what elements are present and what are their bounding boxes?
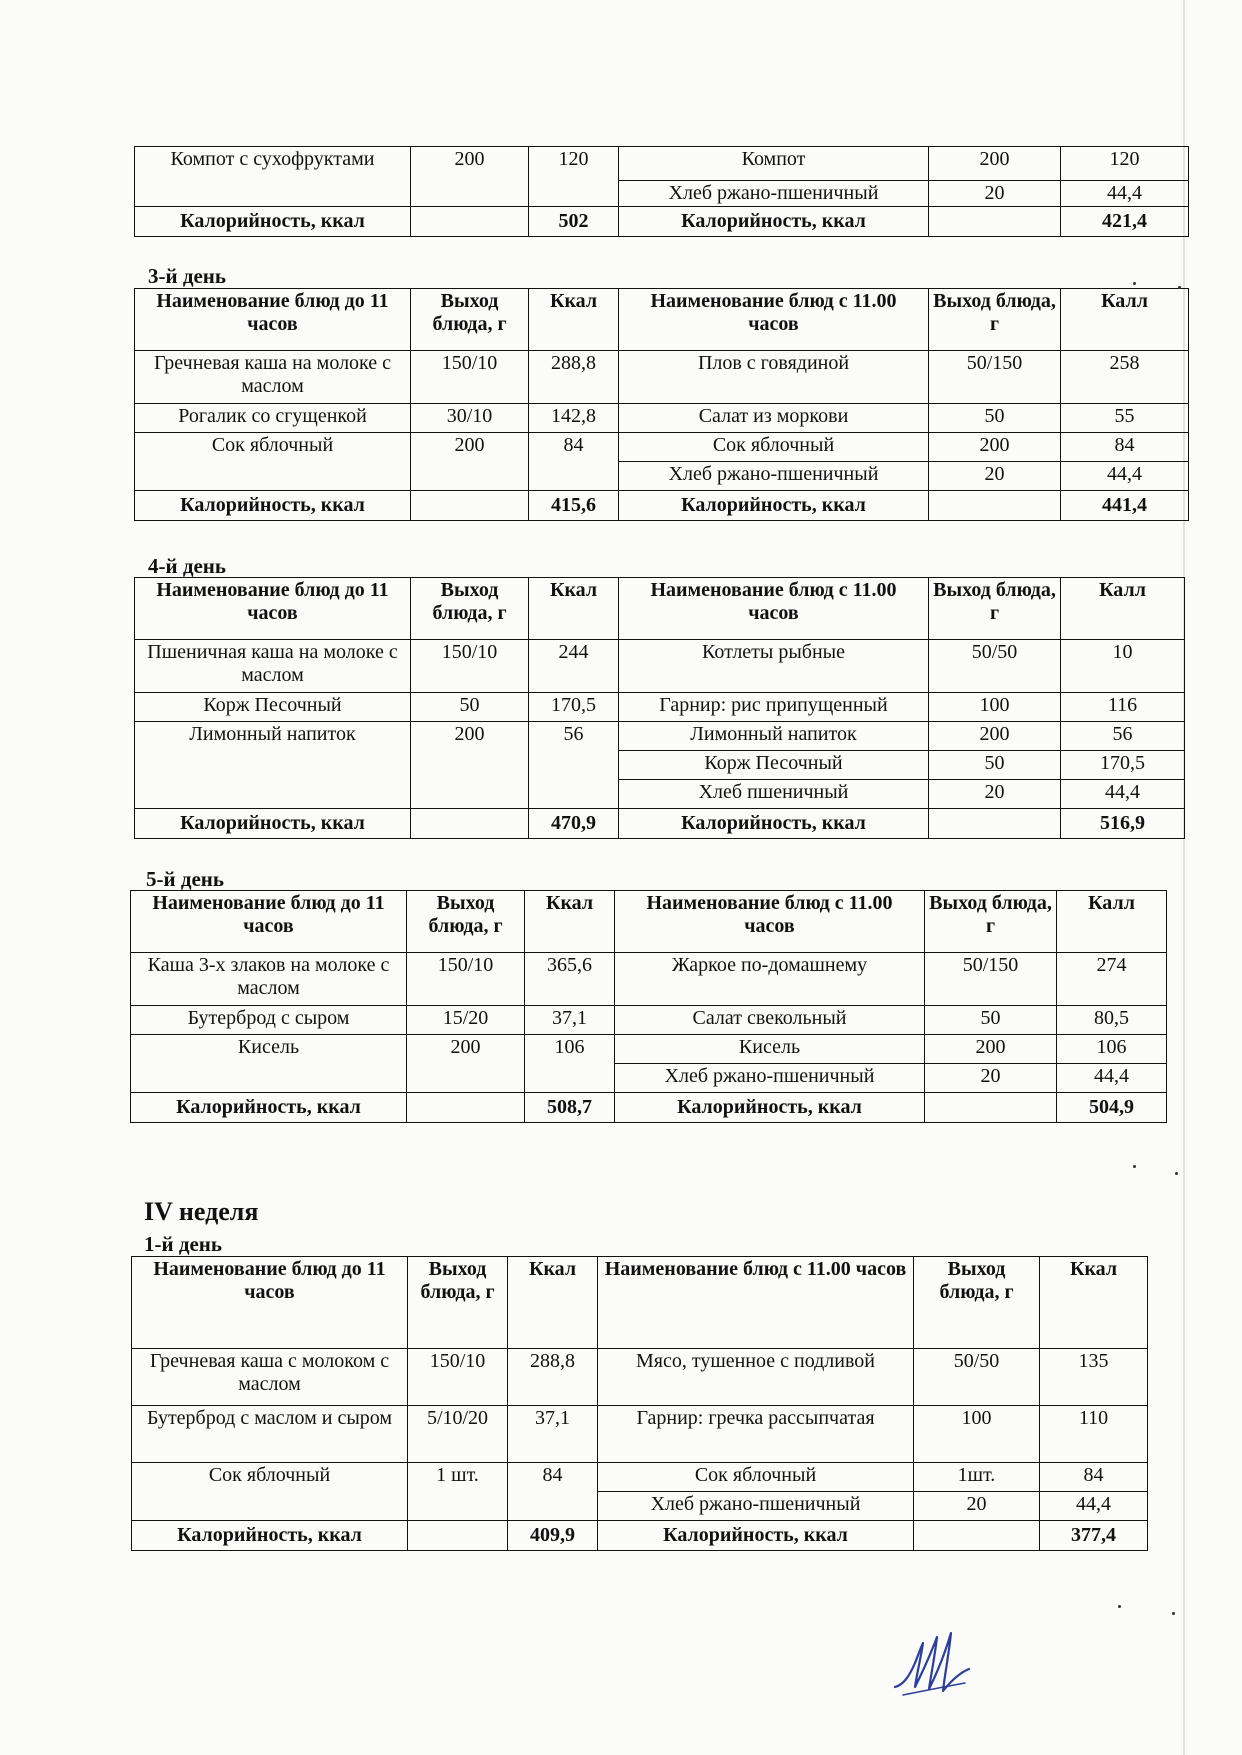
dish-cell: Компот с сухофруктами bbox=[135, 147, 411, 207]
dish-cell: Хлеб ржано-пшеничный bbox=[598, 1492, 914, 1521]
total-label: Калорийность, ккал bbox=[135, 207, 411, 237]
table-row bbox=[135, 640, 1185, 693]
table-row bbox=[131, 1035, 1167, 1064]
day-title: 3-й день bbox=[148, 264, 226, 288]
portion-cell: 200 bbox=[411, 147, 529, 207]
header-row bbox=[131, 891, 1167, 953]
dish-cell: Корж Песочный bbox=[135, 693, 411, 722]
portion-cell: 20 bbox=[925, 1064, 1057, 1093]
kcal-cell: 142,8 bbox=[529, 404, 619, 433]
kcal-cell: 44,4 bbox=[1061, 780, 1185, 809]
total-empty bbox=[407, 1093, 525, 1123]
total-label: Калорийность, ккал bbox=[615, 1093, 925, 1123]
header-row bbox=[132, 1257, 1148, 1349]
total-value: 441,4 bbox=[1061, 491, 1189, 521]
kcal-cell: 37,1 bbox=[508, 1406, 598, 1463]
total-label: Калорийность, ккал bbox=[619, 491, 929, 521]
portion-cell: 20 bbox=[929, 462, 1061, 491]
table-row bbox=[135, 351, 1189, 404]
dish-cell: Сок яблочный bbox=[135, 433, 411, 491]
total-row bbox=[131, 1093, 1167, 1123]
total-value: 502 bbox=[529, 207, 619, 237]
dish-cell: Корж Песочный bbox=[619, 751, 929, 780]
dish-cell: Гречневая каша на молоке с маслом bbox=[135, 351, 411, 404]
dish-cell: Кисель bbox=[131, 1035, 407, 1093]
kcal-cell: 56 bbox=[529, 722, 619, 809]
scan-speck bbox=[1178, 286, 1181, 289]
menu-table-day5 bbox=[130, 890, 1167, 1123]
portion-cell: 50 bbox=[929, 404, 1061, 433]
table-row bbox=[132, 1463, 1148, 1492]
week-title: IV неделя bbox=[144, 1197, 259, 1226]
scan-page-edge bbox=[1183, 0, 1185, 1755]
total-value: 421,4 bbox=[1061, 207, 1189, 237]
portion-cell: 150/10 bbox=[407, 953, 525, 1006]
portion-cell: 50 bbox=[929, 751, 1061, 780]
column-header: Наименование блюд с 11.00 часов bbox=[619, 578, 929, 640]
scan-speck bbox=[1172, 1612, 1175, 1615]
column-header: Наименование блюд до 11 часов bbox=[135, 289, 411, 351]
portion-cell: 200 bbox=[929, 433, 1061, 462]
header-row bbox=[135, 289, 1189, 351]
dish-cell: Сок яблочный bbox=[132, 1463, 408, 1521]
header-row bbox=[135, 578, 1185, 640]
portion-cell: 200 bbox=[411, 722, 529, 809]
menu-table-continuation bbox=[134, 146, 1189, 237]
column-header: Ккал bbox=[525, 891, 615, 953]
dish-cell: Плов с говядиной bbox=[619, 351, 929, 404]
portion-cell: 20 bbox=[929, 780, 1061, 809]
dish-cell: Сок яблочный bbox=[619, 433, 929, 462]
kcal-cell: 84 bbox=[508, 1463, 598, 1521]
portion-cell: 1 шт. bbox=[408, 1463, 508, 1521]
portion-cell: 50 bbox=[411, 693, 529, 722]
menu-table-day3 bbox=[134, 288, 1189, 521]
kcal-cell: 84 bbox=[529, 433, 619, 491]
portion-cell: 150/10 bbox=[408, 1349, 508, 1406]
column-header: Наименование блюд до 11 часов bbox=[132, 1257, 408, 1349]
dish-cell: Котлеты рыбные bbox=[619, 640, 929, 693]
dish-cell: Рогалик со сгущенкой bbox=[135, 404, 411, 433]
dish-cell: Кисель bbox=[615, 1035, 925, 1064]
dish-cell: Компот bbox=[619, 147, 929, 181]
dish-cell: Сок яблочный bbox=[598, 1463, 914, 1492]
total-label: Калорийность, ккал bbox=[131, 1093, 407, 1123]
kcal-cell: 106 bbox=[1057, 1035, 1167, 1064]
total-empty bbox=[925, 1093, 1057, 1123]
dish-cell: Бутерброд с маслом и сыром bbox=[132, 1406, 408, 1463]
table-row bbox=[135, 147, 1189, 181]
portion-cell: 200 bbox=[925, 1035, 1057, 1064]
column-header: Выход блюда, г bbox=[407, 891, 525, 953]
kcal-cell: 135 bbox=[1040, 1349, 1148, 1406]
dish-cell: Гречневая каша с молоком с маслом bbox=[132, 1349, 408, 1406]
column-header: Калл bbox=[1061, 578, 1185, 640]
dish-cell: Хлеб ржано-пшеничный bbox=[619, 181, 929, 207]
portion-cell: 200 bbox=[929, 147, 1061, 181]
total-empty bbox=[914, 1521, 1040, 1551]
total-row bbox=[135, 491, 1189, 521]
column-header: Выход блюда, г bbox=[408, 1257, 508, 1349]
total-empty bbox=[929, 809, 1061, 839]
total-empty bbox=[411, 207, 529, 237]
column-header: Калл bbox=[1061, 289, 1189, 351]
total-value: 409,9 bbox=[508, 1521, 598, 1551]
menu-table-week4-day1 bbox=[131, 1256, 1148, 1551]
portion-cell: 100 bbox=[914, 1406, 1040, 1463]
dish-cell: Мясо, тушенное с подливой bbox=[598, 1349, 914, 1406]
kcal-cell: 44,4 bbox=[1061, 462, 1189, 491]
table-row bbox=[131, 1006, 1167, 1035]
portion-cell: 150/10 bbox=[411, 351, 529, 404]
total-empty bbox=[929, 491, 1061, 521]
kcal-cell: 84 bbox=[1040, 1463, 1148, 1492]
total-label: Калорийность, ккал bbox=[619, 207, 929, 237]
kcal-cell: 288,8 bbox=[529, 351, 619, 404]
total-label: Калорийность, ккал bbox=[135, 491, 411, 521]
table-row bbox=[131, 953, 1167, 1006]
column-header: Выход блюда, г bbox=[411, 289, 529, 351]
total-empty bbox=[411, 809, 529, 839]
day-title: 4-й день bbox=[148, 554, 226, 578]
portion-cell: 15/20 bbox=[407, 1006, 525, 1035]
column-header: Ккал bbox=[529, 578, 619, 640]
column-header: Выход блюда, г bbox=[411, 578, 529, 640]
total-label: Калорийность, ккал bbox=[132, 1521, 408, 1551]
total-empty bbox=[408, 1521, 508, 1551]
portion-cell: 30/10 bbox=[411, 404, 529, 433]
scan-speck bbox=[1118, 1605, 1121, 1608]
total-value: 504,9 bbox=[1057, 1093, 1167, 1123]
scan-speck bbox=[1175, 1172, 1178, 1175]
column-header: Наименование блюд с 11.00 часов bbox=[615, 891, 925, 953]
dish-cell: Салат свекольный bbox=[615, 1006, 925, 1035]
day-title: 1-й день bbox=[144, 1232, 222, 1256]
table-row bbox=[135, 433, 1189, 462]
table-row bbox=[135, 693, 1185, 722]
kcal-cell: 120 bbox=[529, 147, 619, 207]
total-row bbox=[132, 1521, 1148, 1551]
column-header: Калл bbox=[1057, 891, 1167, 953]
total-value: 470,9 bbox=[529, 809, 619, 839]
portion-cell: 50/50 bbox=[929, 640, 1061, 693]
dish-cell: Лимонный напиток bbox=[619, 722, 929, 751]
table-row bbox=[135, 722, 1185, 751]
dish-cell: Бутерброд с сыром bbox=[131, 1006, 407, 1035]
menu-table-day4 bbox=[134, 577, 1185, 839]
kcal-cell: 170,5 bbox=[529, 693, 619, 722]
scan-speck bbox=[1133, 282, 1136, 285]
dish-cell: Лимонный напиток bbox=[135, 722, 411, 809]
column-header: Наименование блюд до 11 часов bbox=[135, 578, 411, 640]
kcal-cell: 80,5 bbox=[1057, 1006, 1167, 1035]
day-title: 5-й день bbox=[146, 867, 224, 891]
kcal-cell: 84 bbox=[1061, 433, 1189, 462]
kcal-cell: 288,8 bbox=[508, 1349, 598, 1406]
total-value: 516,9 bbox=[1061, 809, 1185, 839]
kcal-cell: 55 bbox=[1061, 404, 1189, 433]
kcal-cell: 44,4 bbox=[1040, 1492, 1148, 1521]
table-row bbox=[132, 1349, 1148, 1406]
total-row bbox=[135, 207, 1189, 237]
dish-cell: Хлеб пшеничный bbox=[619, 780, 929, 809]
portion-cell: 50/150 bbox=[925, 953, 1057, 1006]
kcal-cell: 44,4 bbox=[1061, 181, 1189, 207]
kcal-cell: 37,1 bbox=[525, 1006, 615, 1035]
dish-cell: Гарнир: рис припущенный bbox=[619, 693, 929, 722]
portion-cell: 100 bbox=[929, 693, 1061, 722]
column-header: Выход блюда, г bbox=[929, 289, 1061, 351]
portion-cell: 20 bbox=[914, 1492, 1040, 1521]
total-value: 508,7 bbox=[525, 1093, 615, 1123]
kcal-cell: 116 bbox=[1061, 693, 1185, 722]
total-value: 377,4 bbox=[1040, 1521, 1148, 1551]
kcal-cell: 274 bbox=[1057, 953, 1167, 1006]
portion-cell: 200 bbox=[929, 722, 1061, 751]
kcal-cell: 106 bbox=[525, 1035, 615, 1093]
kcal-cell: 44,4 bbox=[1057, 1064, 1167, 1093]
dish-cell: Каша 3-х злаков на молоке с маслом bbox=[131, 953, 407, 1006]
dish-cell: Пшеничная каша на молоке с маслом bbox=[135, 640, 411, 693]
dish-cell: Салат из моркови bbox=[619, 404, 929, 433]
kcal-cell: 258 bbox=[1061, 351, 1189, 404]
portion-cell: 1шт. bbox=[914, 1463, 1040, 1492]
portion-cell: 150/10 bbox=[411, 640, 529, 693]
dish-cell: Хлеб ржано-пшеничный bbox=[619, 462, 929, 491]
total-empty bbox=[411, 491, 529, 521]
total-label: Калорийность, ккал bbox=[135, 809, 411, 839]
portion-cell: 200 bbox=[411, 433, 529, 491]
total-label: Калорийность, ккал bbox=[598, 1521, 914, 1551]
column-header: Выход блюда, г bbox=[914, 1257, 1040, 1349]
column-header: Ккал bbox=[1040, 1257, 1148, 1349]
portion-cell: 20 bbox=[929, 181, 1061, 207]
dish-cell: Хлеб ржано-пшеничный bbox=[615, 1064, 925, 1093]
total-label: Калорийность, ккал bbox=[619, 809, 929, 839]
dish-cell: Гарнир: гречка рассыпчатая bbox=[598, 1406, 914, 1463]
portion-cell: 200 bbox=[407, 1035, 525, 1093]
portion-cell: 50/50 bbox=[914, 1349, 1040, 1406]
kcal-cell: 244 bbox=[529, 640, 619, 693]
column-header: Наименование блюд до 11 часов bbox=[131, 891, 407, 953]
portion-cell: 5/10/20 bbox=[408, 1406, 508, 1463]
total-empty bbox=[929, 207, 1061, 237]
kcal-cell: 170,5 bbox=[1061, 751, 1185, 780]
column-header: Наименование блюд с 11.00 часов bbox=[619, 289, 929, 351]
table-row bbox=[135, 404, 1189, 433]
total-row bbox=[135, 809, 1185, 839]
kcal-cell: 365,6 bbox=[525, 953, 615, 1006]
portion-cell: 50 bbox=[925, 1006, 1057, 1035]
kcal-cell: 120 bbox=[1061, 147, 1189, 181]
kcal-cell: 10 bbox=[1061, 640, 1185, 693]
portion-cell: 50/150 bbox=[929, 351, 1061, 404]
scan-speck bbox=[1133, 1165, 1136, 1168]
kcal-cell: 110 bbox=[1040, 1406, 1148, 1463]
table-row bbox=[132, 1406, 1148, 1463]
column-header: Ккал bbox=[508, 1257, 598, 1349]
column-header: Выход блюда, г bbox=[929, 578, 1061, 640]
kcal-cell: 56 bbox=[1061, 722, 1185, 751]
column-header: Выход блюда, г bbox=[925, 891, 1057, 953]
column-header: Наименование блюд с 11.00 часов bbox=[598, 1257, 914, 1349]
handwritten-signature bbox=[893, 1625, 973, 1703]
column-header: Ккал bbox=[529, 289, 619, 351]
total-value: 415,6 bbox=[529, 491, 619, 521]
dish-cell: Жаркое по-домашнему bbox=[615, 953, 925, 1006]
